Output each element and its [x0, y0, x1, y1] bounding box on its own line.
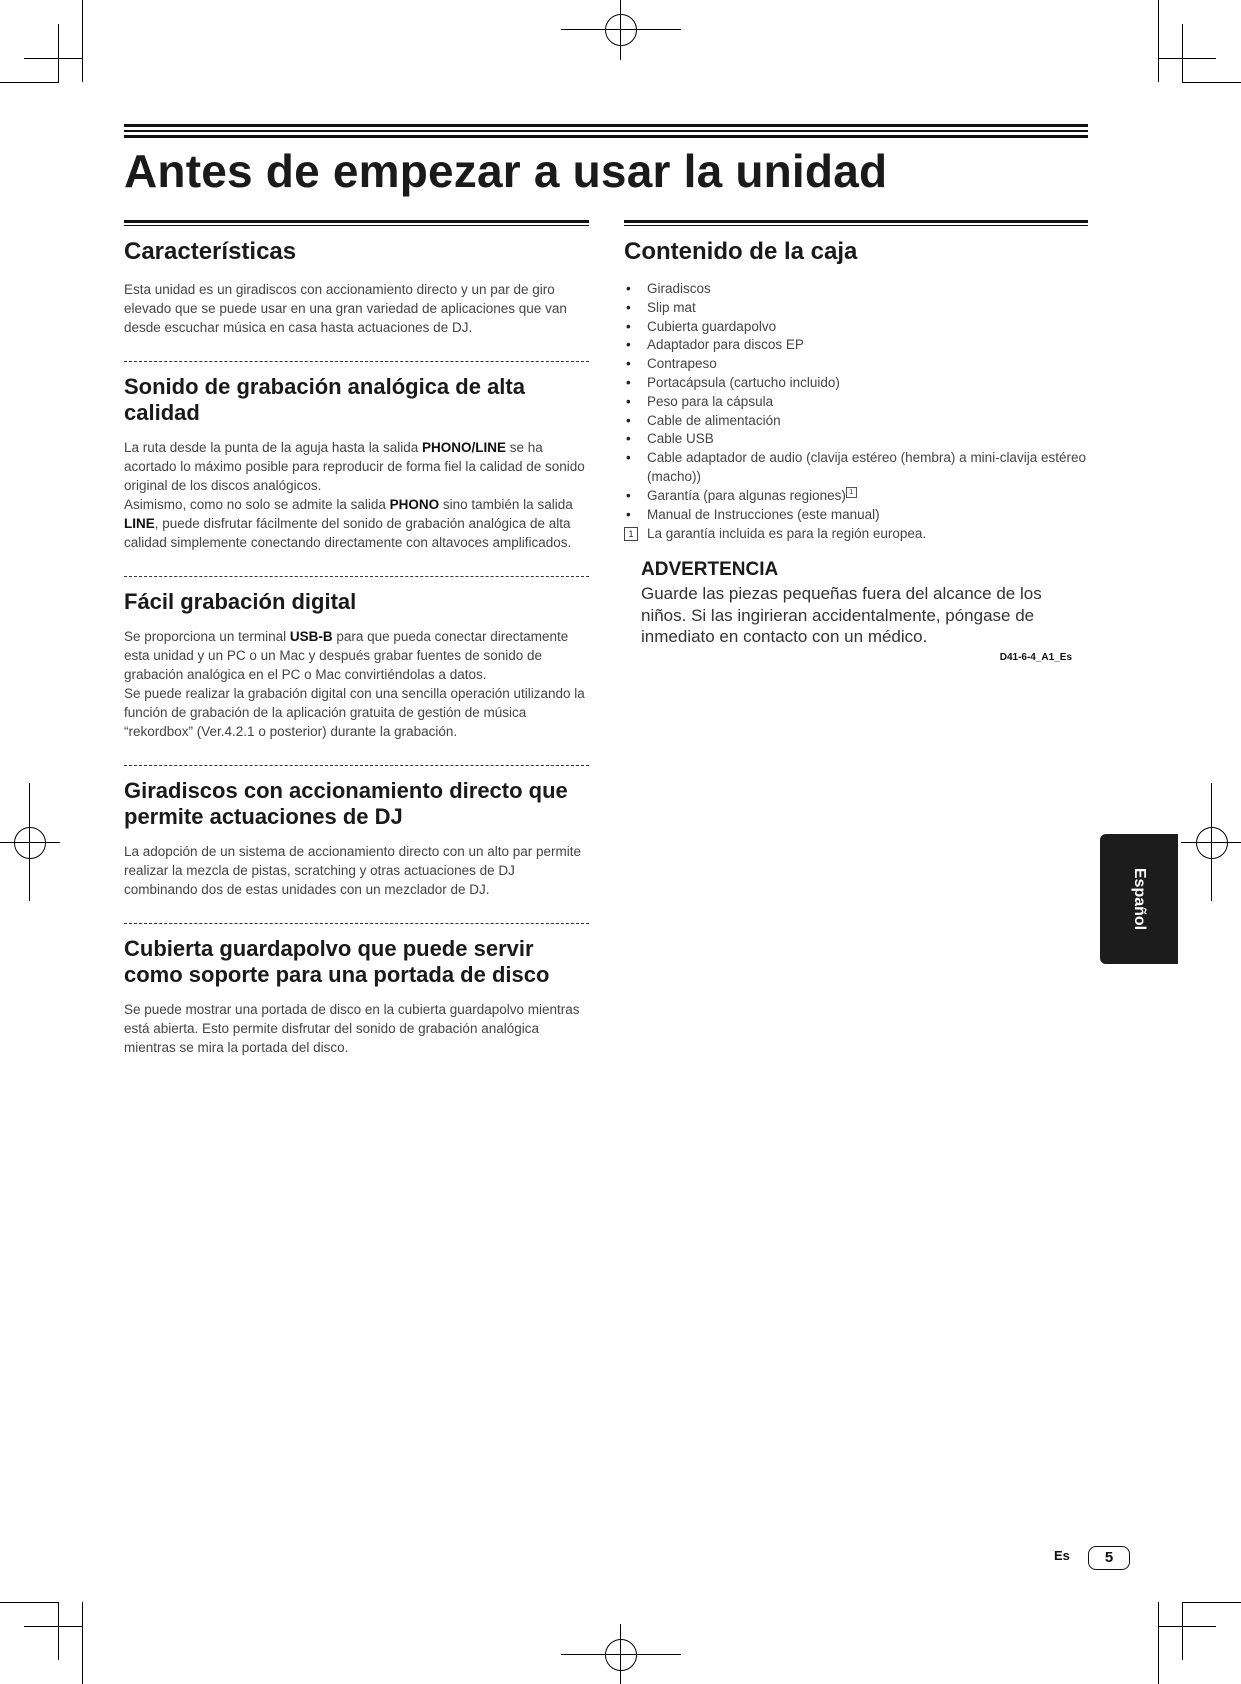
language-tab: [1100, 834, 1178, 964]
crop-mark: [0, 82, 59, 83]
registration-circle: [14, 827, 46, 859]
dashed-divider: [124, 576, 589, 577]
dashed-divider: [124, 923, 589, 924]
language-tab-label: Español: [1131, 867, 1148, 931]
crop-mark: [82, 0, 83, 82]
box-contents-heading: Contenido de la caja: [624, 238, 858, 265]
list-item: • Slip mat: [624, 299, 1088, 318]
crop-mark: [1182, 1602, 1183, 1660]
list-item: • Manual de Instrucciones (este manual): [624, 506, 1088, 525]
crop-mark: [1182, 82, 1241, 83]
footer-lang: Es: [1054, 1548, 1070, 1563]
features-heading: Características: [124, 238, 297, 265]
section-paragraph: Se puede mostrar una portada de disco en la cubierta guardapolvo mientras está abierta. Esto permite disfrutar del sonido de grabación analógica mientras se mira la portada del disco.: [124, 1002, 580, 1055]
section-paragraph: Se proporciona un terminal USB-B para que pueda conectar directamente esta unidad y un PC o un Mac y después grabar fuentes de sonido de grabación analógica en el PC o Mac convirtiéndolas a datos. Se puede realizar la grabación digital con una sencilla operación utilizando la función de grabación de la aplicación gratuita de gestión de música “rekordbox” (Ver.4.2.1 o posterior) durante la grabación.: [124, 629, 585, 739]
section-paragraph: La adopción de un sistema de accionamiento directo con un alto par permite realizar la mezcla de pistas, scratching y otras actuaciones de DJ combinando dos de estas unidades con un mezclador de DJ.: [124, 844, 582, 897]
list-item: • Contrapeso: [624, 355, 1088, 374]
section-heading: Fácil grabación digital: [124, 589, 357, 614]
section-heading: Giradiscos con accionamiento directo que permite actuaciones de DJ: [124, 778, 568, 829]
page-title: Antes de empezar a usar la unidad: [124, 145, 888, 197]
box-contents-list: [624, 280, 1088, 524]
crop-mark: [58, 1602, 59, 1660]
section-heading: Cubierta guardapolvo que puede servir como soporte para una portada de disco: [124, 936, 550, 987]
list-item: • Cable adaptador de audio (clavija estéreo (hembra) a mini-clavija estéreo (macho)): [624, 449, 1088, 487]
list-item: • Adaptador para discos EP: [624, 336, 1088, 355]
warning-title: ADVERTENCIA: [641, 559, 779, 581]
crop-mark: [82, 1602, 83, 1684]
section-paragraph: La ruta desde la punta de la aguja hasta la salida PHONO/LINE se ha acortado lo máximo posible para reproducir de forma fiel la calidad de sonido original de los discos analógicos. Asimismo, como no solo se admite la salida PHONO sino también la salida LINE, puede disfrutar fácilmente del sonido de grabación analógica de alta calidad simplemente conectando directamente con altavoces amplificados.: [124, 440, 585, 550]
title-rules: [124, 124, 1088, 138]
crop-mark: [58, 24, 59, 82]
crop-mark: [1158, 1626, 1216, 1627]
crop-mark: [1182, 1602, 1241, 1603]
crop-mark: [0, 1602, 59, 1603]
registration-circle: [605, 1639, 637, 1671]
crop-mark: [1158, 0, 1159, 82]
dashed-divider: [124, 361, 589, 362]
crop-mark: [1158, 1602, 1159, 1684]
footnote: [624, 524, 1088, 543]
crop-mark: [24, 58, 82, 59]
section-heading: Sonido de grabación analógica de alta calidad: [124, 374, 525, 425]
list-item: • Peso para la cápsula: [624, 393, 1088, 412]
footnote-marker: 1: [846, 487, 857, 498]
warning-text: Guarde las piezas pequeñas fuera del alcance de los niños. Si las ingirieran accidentalmente, póngase de inmediato en contacto con un médico.: [641, 584, 1042, 647]
list-item: • Cubierta guardapolvo: [624, 318, 1088, 337]
list-item: • Portacápsula (cartucho incluido): [624, 374, 1088, 393]
features-intro: Esta unidad es un giradiscos con accionamiento directo y un par de giro elevado que se puede usar en una gran variedad de aplicaciones que van desde escuchar música en casa hasta actuaciones de DJ.: [124, 282, 567, 335]
right-column: [624, 220, 1088, 663]
crop-mark: [1182, 24, 1183, 82]
footnote-box: 1: [624, 527, 638, 541]
section-rule: [124, 220, 589, 226]
list-item: • Giradiscos: [624, 280, 1088, 299]
page-number: 5: [1088, 1546, 1130, 1570]
section-rule: [624, 220, 1088, 226]
registration-circle: [605, 14, 637, 46]
footnote-text: La garantía incluida es para la región europea.: [647, 526, 927, 542]
registration-circle: [1196, 827, 1228, 859]
crop-mark: [24, 1626, 82, 1627]
crop-mark: [1158, 58, 1216, 59]
dashed-divider: [124, 765, 589, 766]
list-item: • Cable USB: [624, 430, 1088, 449]
list-item: • Cable de alimentación: [624, 412, 1088, 431]
left-column: [124, 220, 589, 1057]
warning-code: D41-6-4_A1_Es: [999, 651, 1072, 663]
list-item: • Garantía (para algunas regiones) 1: [624, 487, 1088, 506]
